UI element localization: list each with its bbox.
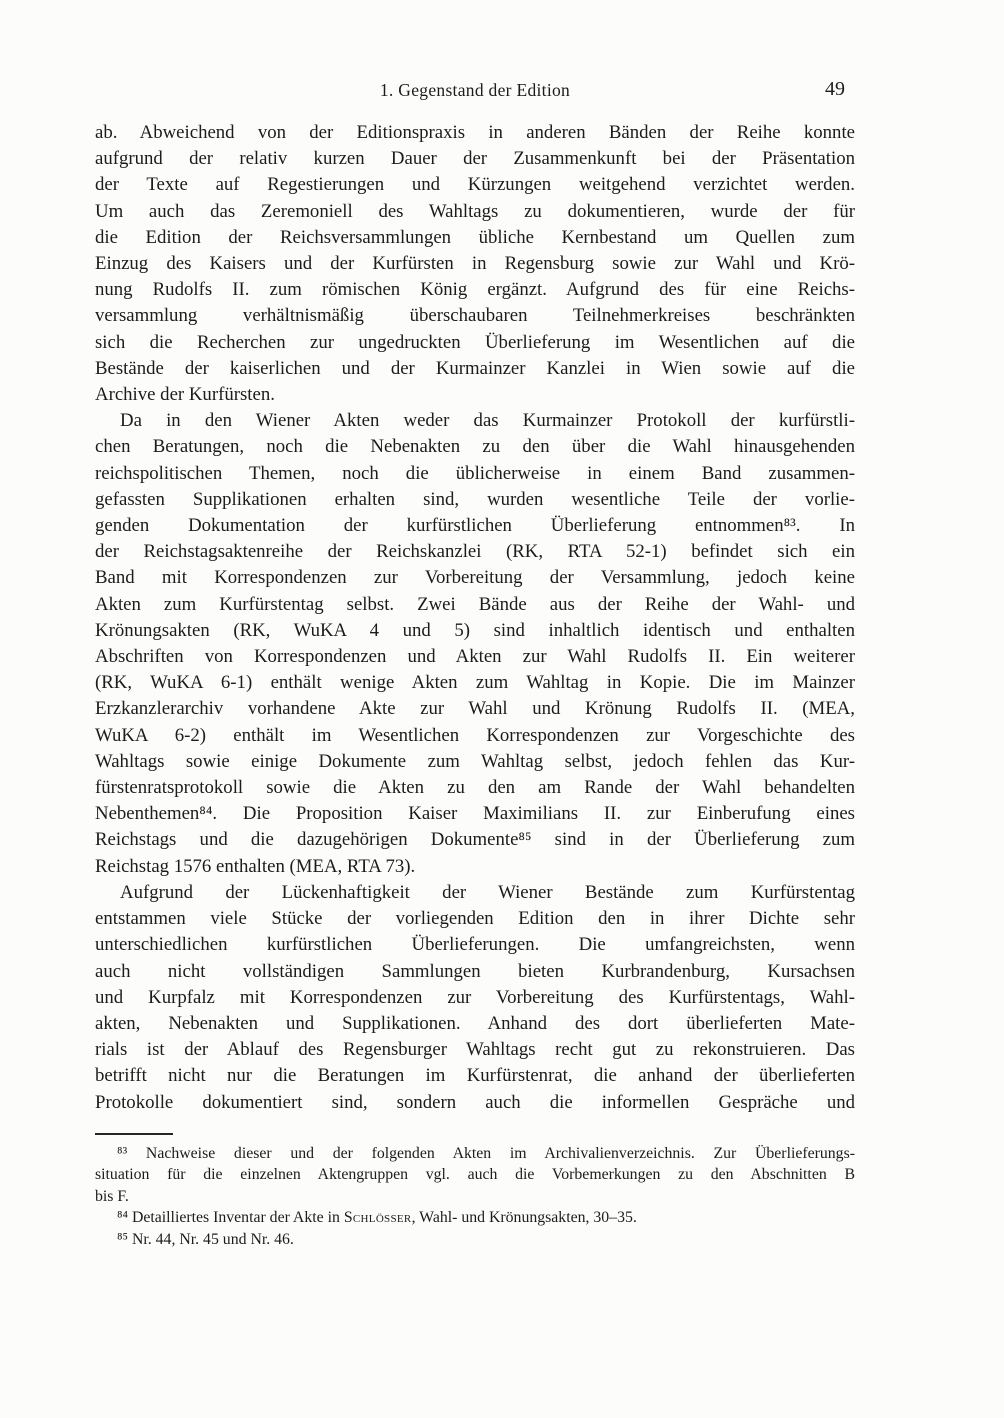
text-line: entstammen viele Stücke der vorliegenden Edition den in ihrer Dichte sehr (95, 908, 855, 930)
text-line: rials ist der Ablauf des Regensburger Wahltags recht gut zu rekonstruieren. Das (95, 1039, 855, 1061)
footnote-separator-rule (95, 1133, 173, 1135)
text-line: bis F. (95, 1187, 129, 1205)
text-line: Nebenthemen⁸⁴. Die Proposition Kaiser Maximilians II. zur Einberufung eines (95, 803, 855, 825)
footnote-83 (95, 1143, 855, 1207)
text-line: Wahltags sowie einige Dokumente zum Wahltag selbst, jedoch fehlen das Kur- (95, 750, 855, 772)
text-line: Akten zum Kurfürstentag selbst. Zwei Bände aus der Reihe der Wahl- und (95, 593, 855, 615)
text-line: Einzug des Kaisers und der Kurfürsten in Regensburg sowie zur Wahl und Krö- (95, 253, 855, 275)
footnote-85-text: ⁸⁵ Nr. 44, Nr. 45 und Nr. 46. (117, 1230, 294, 1248)
text-line: Bestände der kaiserlichen und der Kurmainzer Kanzlei in Wien sowie auf die (95, 357, 855, 379)
text-line: reichspolitischen Themen, noch die üblicherweise in einem Band zusammen- (95, 462, 855, 484)
text-line: und Kurpfalz mit Korrespondenzen zur Vorbereitung des Kurfürstentags, Wahl- (95, 986, 855, 1008)
footnote-85 (95, 1229, 855, 1250)
text-line: genden Dokumentation der kurfürstlichen Überlieferung entnommen⁸³. In (95, 515, 855, 537)
text-line: Protokolle dokumentiert sind, sondern auch die informellen Gespräche und (95, 1091, 855, 1113)
text-line: ab. Abweichend von der Editionspraxis in anderen Bänden der Reihe konnte (95, 122, 855, 143)
text-line: Reichstag 1576 enthalten (MEA, RTA 73). (95, 855, 416, 877)
footnote-84-author: Schlösser (343, 1209, 412, 1227)
text-line: versammlung verhältnismäßig überschaubaren Teilnehmerkreises beschränkten (95, 305, 855, 327)
footnotes (95, 1143, 855, 1250)
text-line: Band mit Korrespondenzen zur Vorbereitung der Versammlung, jedoch keine (95, 567, 855, 589)
text-line: die Edition der Reichsversammlungen übliche Kernbestand um Quellen zum (95, 226, 855, 248)
paragraph-1 (95, 120, 855, 408)
text-line: situation für die einzelnen Aktengruppen vgl. auch die Vorbemerkungen zu den Abschnitten B (95, 1166, 855, 1184)
text-line: Krönungsakten (RK, WuKA 4 und 5) sind inhaltlich identisch und enthalten (95, 619, 855, 641)
paragraph-3 (95, 880, 855, 1116)
footnote-84-text: ⁸⁴ Detailliertes Inventar der Akte in (117, 1209, 344, 1227)
text-line: sich die Recherchen zur ungedruckten Überlieferung im Wesentlichen auf die (95, 331, 855, 353)
text-line: Da in den Wiener Akten weder das Kurmainzer Protokoll der kurfürstli- (120, 410, 855, 432)
body-text (95, 120, 855, 1116)
text-line: WuKA 6-2) enthält im Wesentlichen Korrespondenzen zur Vorgeschichte des (95, 724, 855, 746)
text-line: akten, Nebenakten und Supplikationen. Anhand des dort überlieferten Mate- (95, 1012, 855, 1034)
text-line: ⁸³ Nachweise dieser und der folgenden Akten im Archivalienverzeichnis. Zur Überlieferungs- (117, 1145, 855, 1162)
page-number: 49 (825, 78, 845, 100)
text-line: der Reichstagsaktenreihe der Reichskanzlei (RK, RTA 52-1) befindet sich ein (95, 541, 855, 563)
footnote-84 (95, 1207, 855, 1228)
chapter-heading: 1. Gegenstand der Edition (379, 80, 571, 100)
text-line: Erzkanzlerarchiv vorhandene Akte zur Wahl und Krönung Rudolfs II. (MEA, (95, 698, 855, 720)
text-line: nung Rudolfs II. zum römischen König ergänzt. Aufgrund des für eine Reichs- (95, 279, 855, 301)
text-line: aufgrund der relativ kurzen Dauer der Zusammenkunft bei der Präsentation (95, 148, 855, 170)
text-line: (RK, WuKA 6-1) enthält wenige Akten zum Wahltag in Kopie. Die im Mainzer (95, 672, 855, 694)
text-line: unterschiedlichen kurfürstlichen Überlieferungen. Die umfangreichsten, wenn (95, 934, 855, 956)
paragraph-2 (95, 408, 855, 880)
text-line: Abschriften von Korrespondenzen und Akten zur Wahl Rudolfs II. Ein weiterer (95, 646, 855, 668)
text-line: fürstenratsprotokoll sowie die Akten zu den am Rande der Wahl behandelten (95, 777, 855, 799)
text-line: der Texte auf Regestierungen und Kürzungen weitgehend verzichtet werden. (95, 174, 855, 196)
text-line: Um auch das Zeremoniell des Wahltags zu dokumentieren, wurde der für (95, 200, 855, 222)
text-line: Reichstags und die dazugehörigen Dokumente⁸⁵ sind in der Überlieferung zum (95, 829, 855, 851)
text-line: gefassten Supplikationen erhalten sind, wurden wesentliche Teile der vorlie- (95, 488, 855, 510)
footnote-84-citation: , Wahl- und Krönungsakten, 30–35. (411, 1209, 637, 1227)
text-line: Aufgrund der Lückenhaftigkeit der Wiener Bestände zum Kurfürstentag (120, 881, 855, 903)
running-head (95, 78, 855, 106)
text-line: betrifft nicht nur die Beratungen im Kurfürstenrat, die anhand der überlieferten (95, 1065, 855, 1087)
text-line: chen Beratungen, noch die Nebenakten zu den über die Wahl hinausgehenden (95, 436, 855, 458)
text-line: Archive der Kurfürsten. (95, 384, 275, 406)
text-line: auch nicht vollständigen Sammlungen bieten Kurbrandenburg, Kursachsen (95, 960, 855, 982)
